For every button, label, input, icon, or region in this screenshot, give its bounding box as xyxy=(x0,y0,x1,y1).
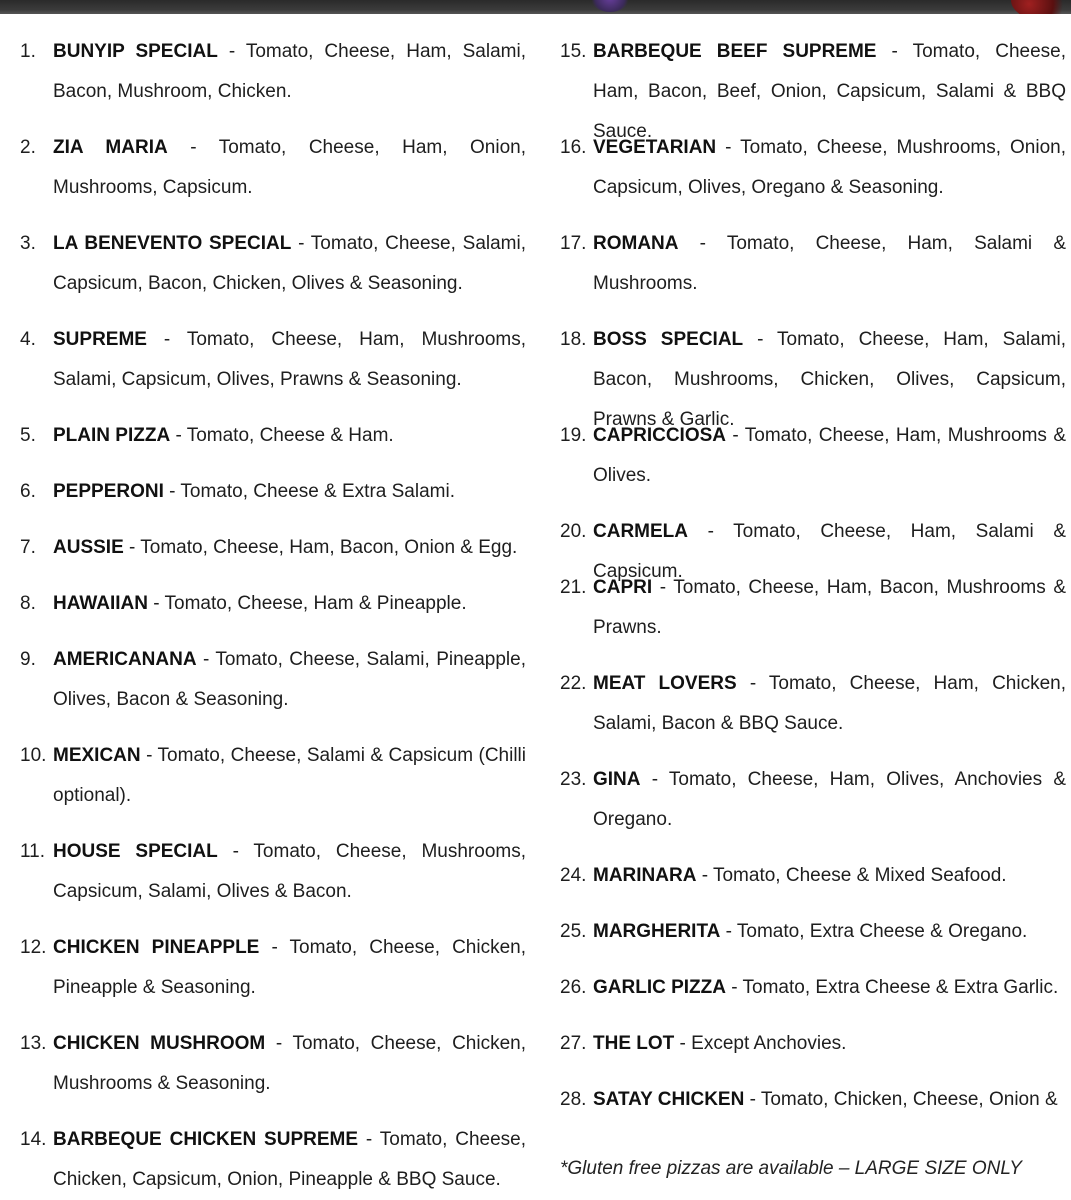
menu-item-number: 24. xyxy=(560,865,587,886)
menu-item-name: GARLIC PIZZA xyxy=(593,977,726,998)
menu-item xyxy=(560,968,1066,1008)
menu-item-name: BARBEQUE CHICKEN SUPREME xyxy=(53,1129,359,1150)
menu-item xyxy=(560,128,1066,208)
menu-item-number: 16. xyxy=(560,137,587,158)
menu-item-name: HAWAIIAN xyxy=(53,593,148,614)
gluten-free-note: *Gluten free pizzas are available – LARGE SIZE ONLY xyxy=(560,1158,1022,1179)
menu-item-number: 14. xyxy=(20,1129,47,1150)
menu-item-number: 1. xyxy=(20,41,36,62)
menu-item-name: CAPRI xyxy=(593,577,653,598)
menu-item-number: 19. xyxy=(560,425,587,446)
menu-item-name: CAPRICCIOSA xyxy=(593,425,727,446)
menu-item-name: ZIA MARIA xyxy=(53,137,168,158)
menu-item-ingredients: - Tomato, Extra Cheese & Extra Garlic. xyxy=(726,977,1059,998)
menu-item-ingredients: - Tomato, Extra Cheese & Oregano. xyxy=(720,921,1028,942)
menu-item-number: 21. xyxy=(560,577,587,598)
menu-item-name: ROMANA xyxy=(593,233,679,254)
menu-item-name: BUNYIP SPECIAL xyxy=(53,41,218,62)
menu-item-ingredients: - Tomato, Cheese, Ham, Onion, Mushrooms, Capsicum. xyxy=(53,137,527,198)
menu-item-number: 27. xyxy=(560,1033,587,1054)
menu-item-ingredients: - Tomato, Cheese, Ham, Olives, Anchovies & Oregano. xyxy=(593,769,1066,830)
menu-item-name: CHICKEN MUSHROOM xyxy=(53,1033,266,1054)
menu-item xyxy=(560,568,1066,648)
menu-item-name: HOUSE SPECIAL xyxy=(53,841,218,862)
menu-item-number: 5. xyxy=(20,425,36,446)
menu-item xyxy=(20,640,526,720)
menu-item-name: MEAT LOVERS xyxy=(593,673,737,694)
menu-item-name: MARINARA xyxy=(593,865,697,886)
menu-item xyxy=(20,584,526,624)
decorative-swirl xyxy=(1011,0,1071,14)
menu-item-number: 12. xyxy=(20,937,47,958)
menu-item-ingredients: - Tomato, Cheese & Extra Salami. xyxy=(163,481,455,502)
menu-item-number: 9. xyxy=(20,649,36,670)
menu-item xyxy=(560,856,1066,896)
menu-item-number: 11. xyxy=(20,841,46,862)
menu-item-ingredients: - Tomato, Cheese, Ham, Salami & Capsicum. xyxy=(593,521,1066,582)
menu-item xyxy=(20,528,526,568)
menu-item-ingredients: - Tomato, Cheese, Ham, Salami & Mushrooms. xyxy=(593,233,1066,294)
menu-item xyxy=(20,1024,526,1104)
menu-item-number: 13. xyxy=(20,1033,47,1054)
menu-item-ingredients: - Tomato, Cheese, Ham & Pineapple. xyxy=(148,593,467,614)
menu-item-number: 26. xyxy=(560,977,587,998)
menu-item-ingredients: - Tomato, Cheese, Ham, Mushrooms, Salami, Capsicum, Olives, Prawns & Seasoning. xyxy=(53,329,526,390)
menu-item xyxy=(20,1120,526,1200)
menu-item xyxy=(560,1024,1066,1064)
menu-item xyxy=(20,320,526,400)
menu-item xyxy=(20,472,526,512)
menu-item xyxy=(560,224,1066,304)
menu-item-ingredients: - Tomato, Chicken, Cheese, Onion & xyxy=(744,1089,1058,1110)
menu-item-ingredients: - Except Anchovies. xyxy=(674,1033,847,1054)
pizza-menu-list xyxy=(20,32,1066,1192)
menu-item xyxy=(560,912,1066,952)
menu-item-name: PEPPERONI xyxy=(53,481,164,502)
menu-item-name: BOSS SPECIAL xyxy=(593,329,744,350)
menu-item-ingredients: - Tomato, Cheese, Ham, Salami, Bacon, Mushrooms, Chicken, Olives, Capsicum, Prawns & Garlic. xyxy=(593,329,1066,430)
menu-item-ingredients: - Tomato, Cheese, Chicken, Capsicum, Onion, Pineapple & BBQ Sauce. xyxy=(53,1129,526,1190)
menu-item-number: 28. xyxy=(560,1089,587,1110)
menu-item xyxy=(20,416,526,456)
menu-item-number: 18. xyxy=(560,329,587,350)
menu-item-name: SATAY CHICKEN xyxy=(593,1089,745,1110)
menu-item-name: GINA xyxy=(593,769,641,790)
menu-item-number: 15. xyxy=(560,41,587,62)
menu-item-ingredients: - Tomato, Cheese, Mushrooms, Capsicum, Salami, Olives & Bacon. xyxy=(53,841,526,902)
menu-item-ingredients: - Tomato, Cheese, Salami, Capsicum, Bacon, Chicken, Olives & Seasoning. xyxy=(53,233,526,294)
menu-item-ingredients: - Tomato, Cheese, Ham, Mushrooms & Olives. xyxy=(593,425,1066,486)
menu-item-number: 10. xyxy=(20,745,47,766)
menu-item-name: AMERICANANA xyxy=(53,649,197,670)
menu-item-ingredients: - Tomato, Cheese & Mixed Seafood. xyxy=(696,865,1007,886)
menu-item xyxy=(20,224,526,304)
menu-item-number: 3. xyxy=(20,233,36,254)
menu-item xyxy=(20,736,526,816)
menu-item-name: CHICKEN PINEAPPLE xyxy=(53,937,260,958)
menu-item-number: 23. xyxy=(560,769,587,790)
menu-item-ingredients: - Tomato, Cheese, Ham, Salami, Bacon, Mushroom, Chicken. xyxy=(53,41,526,102)
menu-item-name: SUPREME xyxy=(53,329,147,350)
menu-item-number: 8. xyxy=(20,593,36,614)
menu-item xyxy=(560,416,1066,496)
menu-item-number: 25. xyxy=(560,921,587,942)
menu-item-ingredients: - Tomato, Cheese & Ham. xyxy=(170,425,394,446)
menu-item-name: THE LOT xyxy=(593,1033,675,1054)
decorative-glow xyxy=(590,0,630,12)
menu-item-ingredients: - Tomato, Cheese, Mushrooms, Onion, Capsicum, Olives, Oregano & Seasoning. xyxy=(593,137,1066,198)
header-banner-strip xyxy=(0,0,1071,14)
menu-item-number: 20. xyxy=(560,521,587,542)
menu-item-ingredients: - Tomato, Cheese, Chicken, Pineapple & Seasoning. xyxy=(53,937,527,998)
menu-item-name: PLAIN PIZZA xyxy=(53,425,171,446)
menu-item-name: CARMELA xyxy=(593,521,688,542)
menu-item-name: MEXICAN xyxy=(53,745,141,766)
menu-item xyxy=(20,128,526,208)
menu-item-ingredients: - Tomato, Cheese, Chicken, Mushrooms & Seasoning. xyxy=(53,1033,526,1094)
menu-item xyxy=(20,832,526,912)
menu-item-ingredients: - Tomato, Cheese, Ham, Bacon, Mushrooms & Prawns. xyxy=(593,577,1066,638)
menu-item xyxy=(560,760,1066,840)
menu-item-ingredients: - Tomato, Cheese, Ham, Chicken, Salami, Bacon & BBQ Sauce. xyxy=(593,673,1067,734)
menu-item-ingredients: - Tomato, Cheese, Ham, Bacon, Beef, Onion, Capsicum, Salami & BBQ Sauce. xyxy=(593,41,1066,142)
menu-item-ingredients: - Tomato, Cheese, Salami, Pineapple, Olives, Bacon & Seasoning. xyxy=(53,649,526,710)
menu-item-name: BARBEQUE BEEF SUPREME xyxy=(593,41,877,62)
menu-item xyxy=(20,32,526,112)
menu-item-number: 2. xyxy=(20,137,36,158)
menu-item-name: LA BENEVENTO SPECIAL xyxy=(53,233,292,254)
menu-item-number: 22. xyxy=(560,673,587,694)
menu-item xyxy=(560,664,1066,744)
menu-item-number: 7. xyxy=(20,537,36,558)
menu-item xyxy=(20,928,526,1008)
menu-item-number: 4. xyxy=(20,329,36,350)
menu-item-name: AUSSIE xyxy=(53,537,124,558)
menu-item-name: VEGETARIAN xyxy=(593,137,717,158)
menu-item-ingredients: - Tomato, Cheese, Ham, Bacon, Onion & Egg. xyxy=(123,537,518,558)
menu-item-ingredients: - Tomato, Cheese, Salami & Capsicum (Chilli optional). xyxy=(53,745,526,806)
menu-item-number: 17. xyxy=(560,233,587,254)
menu-item-name: MARGHERITA xyxy=(593,921,721,942)
menu-item-number: 6. xyxy=(20,481,36,502)
menu-item xyxy=(560,1080,1066,1120)
